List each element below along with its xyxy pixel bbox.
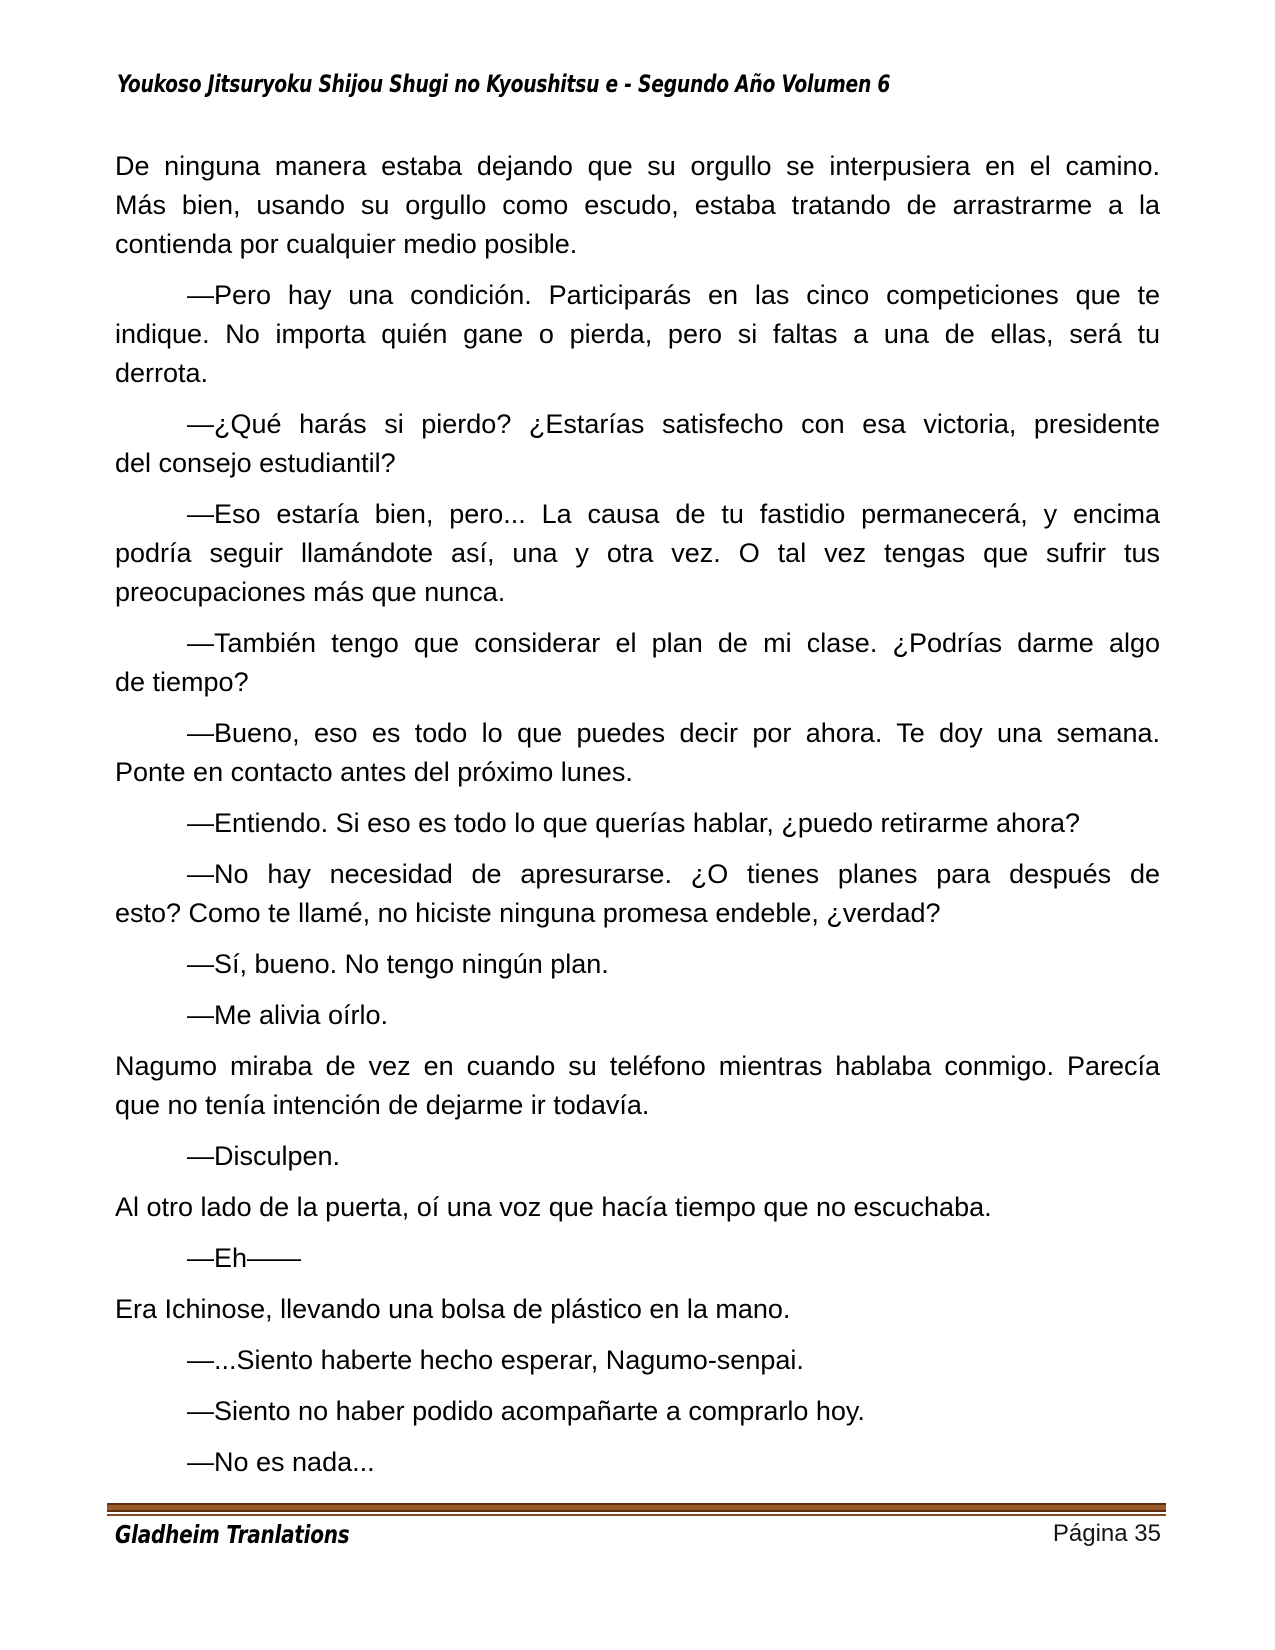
text-line: contienda por cualquier medio posible. — [115, 229, 578, 259]
text-line: —...Siento haberte hecho esperar, Nagumo-senpai. — [187, 1345, 804, 1375]
footer-page-number — [1053, 1520, 1161, 1548]
text-line: Ponte en contacto antes del próximo lunes. — [115, 757, 633, 787]
page-footer — [115, 1520, 1161, 1549]
footer-separator-thin-line — [107, 1514, 1166, 1516]
dialogue-paragraph — [115, 1392, 1160, 1431]
text-line: —No hay necesidad de apresurarse. ¿O tienes planes para después de — [187, 859, 1160, 889]
dialogue-paragraph — [115, 714, 1160, 792]
text-line: que no tenía intención de dejarme ir todavía. — [115, 1090, 650, 1120]
text-line: —No es nada... — [187, 1447, 375, 1477]
footer-separator — [107, 1503, 1166, 1516]
narration-paragraph — [115, 1188, 1160, 1227]
dialogue-paragraph — [115, 945, 1160, 984]
dialogue-paragraph — [115, 1239, 1160, 1278]
footer-page-label: Página — [1052, 1520, 1128, 1547]
dialogue-paragraph — [115, 405, 1160, 483]
text-line: —Siento no haber podido acompañarte a comprarlo hoy. — [187, 1396, 865, 1426]
dialogue-paragraph — [115, 624, 1160, 702]
text-line: Al otro lado de la puerta, oí una voz que hacía tiempo que no escuchaba. — [115, 1192, 992, 1222]
dialogue-paragraph — [115, 996, 1160, 1035]
text-line: preocupaciones más que nunca. — [115, 577, 506, 607]
text-line: Más bien, usando su orgullo como escudo, estaba tratando de arrastrarme a la — [115, 190, 1160, 220]
dialogue-paragraph — [115, 804, 1160, 843]
narration-paragraph — [115, 147, 1160, 264]
dialogue-paragraph — [115, 276, 1160, 393]
dialogue-paragraph — [115, 1137, 1160, 1176]
text-line: —Eh―― — [187, 1243, 302, 1273]
text-line: —Sí, bueno. No tengo ningún plan. — [187, 949, 609, 979]
dialogue-paragraph — [115, 1443, 1160, 1482]
text-line: indique. No importa quién gane o pierda, pero si faltas a una de ellas, será tu — [115, 319, 1160, 349]
text-line: esto? Como te llamé, no hiciste ninguna promesa endeble, ¿verdad? — [115, 898, 941, 928]
footer-translator-name: Gladheim Tranlations — [115, 1520, 350, 1549]
text-line: —Eso estaría bien, pero... La causa de tu fastidio permanecerá, y encima — [187, 499, 1160, 529]
footer-separator-thick-line — [107, 1503, 1166, 1512]
narration-paragraph — [115, 1047, 1160, 1125]
text-line: podría seguir llamándote así, una y otra vez. O tal vez tengas que sufrir tus — [115, 538, 1160, 568]
text-line: —Me alivia oírlo. — [187, 1000, 389, 1030]
footer-page-value: 35 — [1134, 1520, 1161, 1547]
dialogue-paragraph — [115, 495, 1160, 612]
text-line: Era Ichinose, llevando una bolsa de plástico en la mano. — [115, 1294, 791, 1324]
narration-paragraph — [115, 1290, 1160, 1329]
text-line: De ninguna manera estaba dejando que su orgullo se interpusiera en el camino. — [115, 151, 1160, 181]
text-line: derrota. — [115, 358, 209, 388]
dialogue-paragraph — [115, 855, 1160, 933]
text-line: de tiempo? — [115, 667, 249, 697]
text-line: —Bueno, eso es todo lo que puedes decir por ahora. Te doy una semana. — [187, 718, 1160, 748]
page-header-title: Youkoso Jitsuryoku Shijou Shugi no Kyoushitsu e - Segundo Año Volumen 6 — [117, 70, 891, 98]
text-line: del consejo estudiantil? — [115, 448, 396, 478]
dialogue-paragraph — [115, 1341, 1160, 1380]
body-text — [115, 147, 1160, 1482]
text-line: —Disculpen. — [187, 1141, 341, 1171]
text-line: Nagumo miraba de vez en cuando su teléfono mientras hablaba conmigo. Parecía — [115, 1051, 1160, 1081]
text-line: —Entiendo. Si eso es todo lo que querías hablar, ¿puedo retirarme ahora? — [187, 808, 1081, 838]
text-line: —¿Qué harás si pierdo? ¿Estarías satisfecho con esa victoria, presidente — [187, 409, 1160, 439]
text-line: —Pero hay una condición. Participarás en las cinco competiciones que te — [187, 280, 1160, 310]
text-line: —También tengo que considerar el plan de mi clase. ¿Podrías darme algo — [187, 628, 1160, 658]
